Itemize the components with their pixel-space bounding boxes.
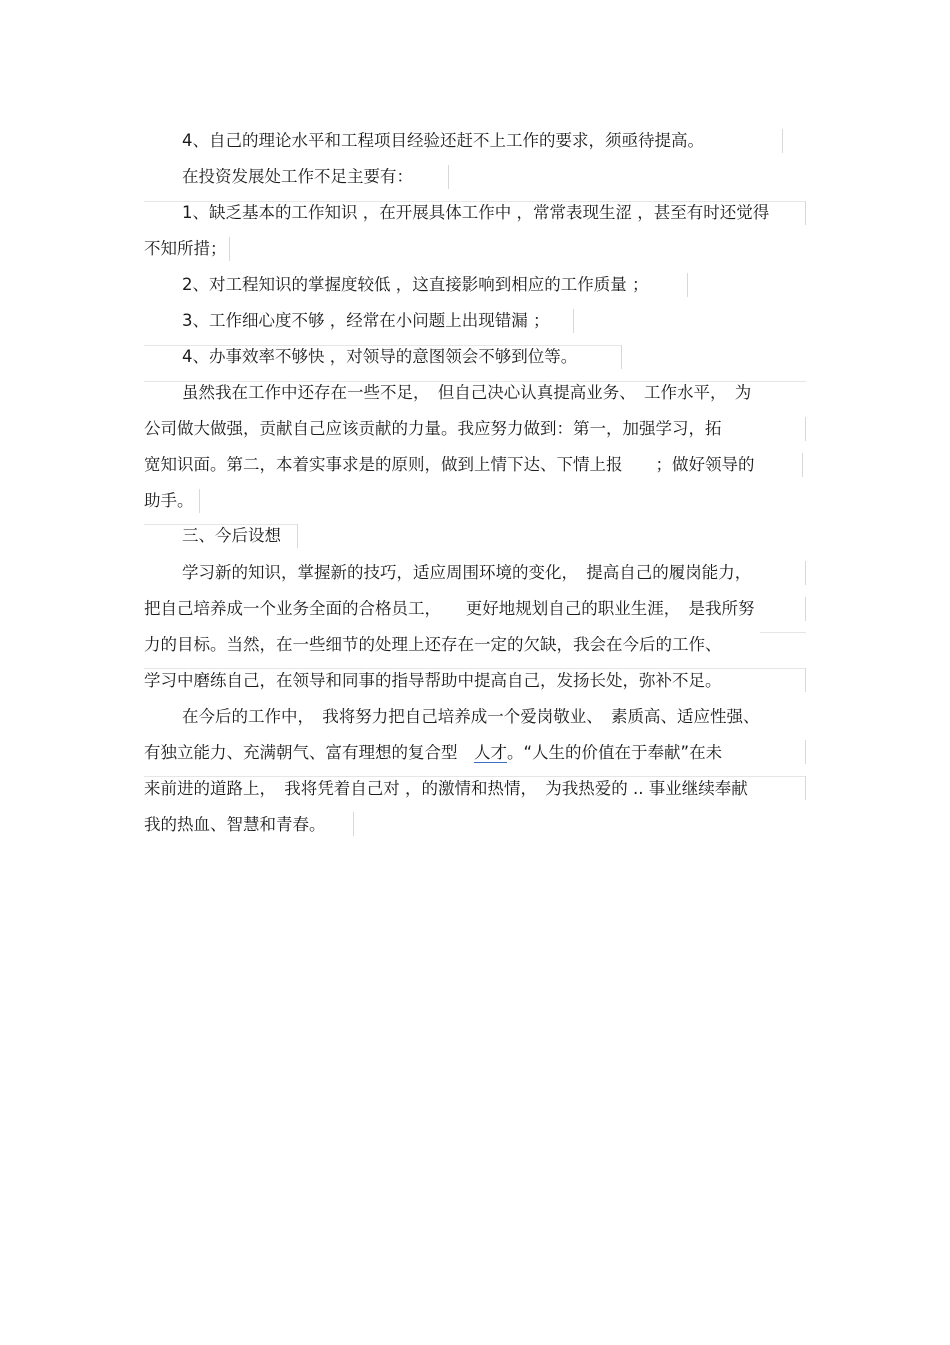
list-item: 1、缺乏基本的工作知识 ，在开展具体工作中 ，常常表现生涩 ，甚至有时还觉得 [182, 203, 770, 222]
paragraph-line: 学习中磨练自己，在领导和同事的指导帮助中提高自己，发扬长处，弥补不足。 [144, 671, 722, 690]
guide-line [687, 273, 688, 297]
guide-line [621, 345, 622, 369]
guide-line [199, 489, 200, 513]
guide-line [760, 632, 806, 633]
guide-line [805, 561, 806, 585]
guide-line [229, 237, 230, 261]
paragraph-line: 来前进的道路上， 我将凭着自己对 ，的激情和热情， 为我热爱的 .. 事业继续奉献 [144, 779, 748, 798]
paragraph-line: 学习新的知识，掌握新的技巧，适应周围环境的变化， 提高自己的履岗能力， [182, 563, 752, 582]
paragraph-line: 助手。 [144, 491, 194, 510]
list-item: 2、对工程知识的掌握度较低 ，这直接影响到相应的工作质量 ； [182, 275, 649, 294]
guide-line [353, 812, 354, 836]
list-item: 4、办事效率不够快 ，对领导的意图领会不够到位等。 [182, 347, 578, 366]
guide-line [805, 201, 806, 225]
guide-line [782, 129, 783, 153]
guide-line [297, 524, 298, 548]
guide-line [448, 165, 449, 189]
guide-line [805, 776, 806, 800]
talent-link[interactable]: 人才 [474, 743, 507, 762]
paragraph-line: 4、自己的理论水平和工程项目经验还赶不上工作的要求，须亟待提高。 [182, 131, 704, 150]
paragraph-line: 把自己培养成一个业务全面的合格员工， 更好地规划自己的职业生涯， 是我所努 [144, 599, 755, 618]
paragraph-line: 我的热血、智慧和青春。 [144, 815, 326, 834]
section-heading: 三、今后设想 [182, 526, 281, 545]
paragraph-line: 公司做大做强，贡献自己应该贡献的力量。我应努力做到：第一，加强学习，拓 [144, 419, 722, 438]
list-item: 3、工作细心度不够 ，经常在小问题上出现错漏 ； [182, 311, 550, 330]
section-intro: 在投资发展处工作不足主要有： [182, 167, 413, 186]
guide-line [805, 417, 806, 441]
guide-line [805, 668, 806, 692]
paragraph-line: 力的目标。当然，在一些细节的处理上还存在一定的欠缺，我会在今后的工作、 [144, 635, 722, 654]
list-item-continued: 不知所措； [144, 239, 227, 258]
guide-line [805, 597, 806, 621]
guide-line [802, 453, 803, 477]
paragraph-line: 宽知识面。第二，本着实事求是的原则，做到上情下达、下情上报 ；做好领导的 [144, 455, 755, 474]
guide-line [805, 740, 806, 764]
paragraph-line: 在今后的工作中， 我将努力把自己培养成一个爱岗敬业、 素质高、适应性强、 [182, 707, 760, 726]
paragraph-line: 有独立能力、充满朝气、富有理想的复合型 人才。“人生的价值在于奉献”在未 [144, 743, 723, 762]
guide-line [573, 309, 574, 333]
paragraph-line: 虽然我在工作中还存在一些不足， 但自己决心认真提高业务、 工作水平， 为 [182, 383, 752, 402]
